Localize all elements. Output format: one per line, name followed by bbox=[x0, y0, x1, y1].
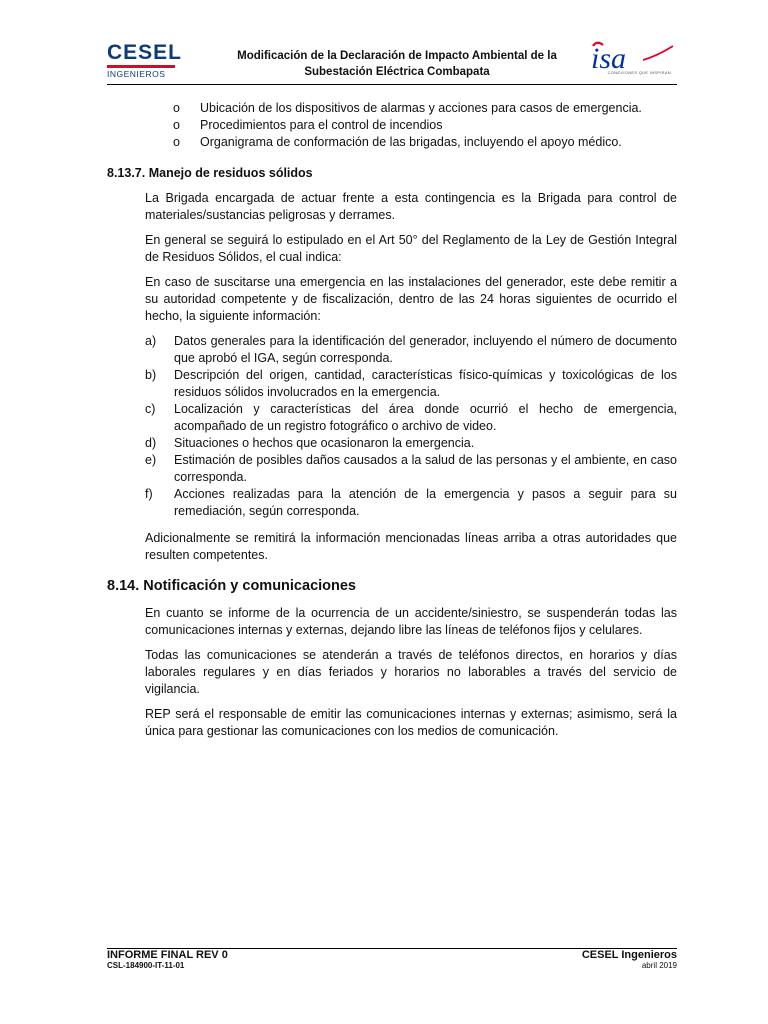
paragraph: En caso de suscitarse una emergencia en las instalaciones del generador, este debe remitir a su autoridad competente y de fiscalización, dentro de las 24 horas siguientes de ocurrido el hecho, la siguiente información: bbox=[145, 275, 677, 323]
footer-row bbox=[107, 961, 677, 970]
list-item-text: Descripción del origen, cantidad, características físico-químicas y toxicológicas de los residuos sólidos involucrados en la emergencia. bbox=[174, 368, 677, 399]
page-header bbox=[107, 36, 677, 85]
footer-row bbox=[107, 949, 677, 961]
list-letter: e) bbox=[145, 453, 157, 467]
document-title-line2: Subestación Eléctrica Combapata bbox=[304, 66, 490, 78]
cesel-logo-bar bbox=[107, 65, 175, 68]
paragraph: Todas las comunicaciones se atenderán a través de teléfonos directos, en horarios y días laborales regulares y en días feriados y horarios no laborables a través del servicio de vigilancia. bbox=[145, 648, 677, 696]
list-item-text: Organigrama de conformación de las brigadas, incluyendo el apoyo médico. bbox=[200, 135, 622, 149]
isa-logo bbox=[587, 36, 677, 82]
isa-tagline: CONEXIONES QUE INSPIRAN bbox=[607, 70, 671, 75]
list-item-text: Localización y características del área donde ocurrió el hecho de emergencia, acompañado de un registro fotográfico o archivo de video. bbox=[174, 402, 677, 433]
list-item bbox=[107, 117, 677, 134]
document-title bbox=[207, 48, 587, 80]
section-heading-8-13-7: 8.13.7. Manejo de residuos sólidos bbox=[107, 166, 313, 180]
list-item bbox=[107, 100, 677, 117]
bullet-mark: o bbox=[173, 101, 180, 115]
page-footer bbox=[107, 948, 677, 970]
document-title-line1: Modificación de la Declaración de Impacto Ambiental de la bbox=[237, 50, 557, 62]
bullet-mark: o bbox=[173, 135, 180, 149]
list-item bbox=[145, 486, 677, 520]
lettered-list bbox=[145, 333, 677, 520]
list-item-text: Ubicación de los dispositivos de alarmas y acciones para casos de emergencia. bbox=[200, 101, 642, 115]
section-heading-8-14: 8.14. Notificación y comunicaciones bbox=[107, 578, 356, 594]
footer-document-code: CSL-184900-IT-11-01 bbox=[107, 961, 185, 970]
list-item bbox=[145, 333, 677, 367]
paragraph: Adicionalmente se remitirá la información mencionadas líneas arriba a otras autoridades que resulten competentes. bbox=[145, 531, 677, 562]
list-letter: c) bbox=[145, 402, 156, 416]
list-item-text: Estimación de posibles daños causados a la salud de las personas y el ambiente, en caso corresponda. bbox=[174, 453, 677, 484]
list-item-text: Datos generales para la identificación del generador, incluyendo el número de documento que aprobó el IGA, según corresponda. bbox=[174, 334, 677, 365]
list-letter: a) bbox=[145, 334, 157, 348]
list-item bbox=[107, 134, 677, 151]
list-item-text: Acciones realizadas para la atención de la emergencia y pasos a seguir para su remediación, según corresponda. bbox=[174, 487, 677, 518]
list-item bbox=[145, 401, 677, 435]
cesel-logo-text: CESEL bbox=[107, 41, 183, 64]
cesel-logo bbox=[107, 41, 183, 82]
section-body-8-13-7 bbox=[145, 190, 677, 564]
paragraph: REP será el responsable de emitir las comunicaciones internas y externas; asimismo, será la única para gestionar las comunicaciones con los medios de comunicación. bbox=[145, 707, 677, 738]
list-item-text: Procedimientos para el control de incendios bbox=[200, 118, 443, 132]
list-item-text: Situaciones o hechos que ocasionaron la emergencia. bbox=[174, 436, 475, 450]
section-body-8-14 bbox=[145, 605, 677, 740]
paragraph: En general se seguirá lo estipulado en el Art 50° del Reglamento de la Ley de Gestión Integral de Residuos Sólidos, el cual indica: bbox=[145, 233, 677, 264]
bullet-list bbox=[107, 100, 677, 151]
paragraph: En cuanto se informe de la ocurrencia de un accidente/siniestro, se suspenderán todas las comunicaciones internas y externas, dejando libre las líneas de teléfonos fijos y celulares. bbox=[145, 606, 677, 637]
list-letter: d) bbox=[145, 436, 157, 450]
paragraph: La Brigada encargada de actuar frente a esta contingencia es la Brigada para control de materiales/sustancias peligrosas y derrames. bbox=[145, 191, 677, 222]
list-item bbox=[145, 367, 677, 401]
page-content bbox=[107, 100, 677, 740]
cesel-logo-subtext: INGENIEROS bbox=[107, 69, 166, 79]
list-letter: b) bbox=[145, 368, 157, 382]
list-letter: f) bbox=[145, 487, 153, 501]
footer-report-title: INFORME FINAL REV 0 bbox=[107, 949, 228, 961]
footer-company: CESEL Ingenieros bbox=[581, 949, 677, 961]
isa-logo-graphic bbox=[587, 36, 677, 82]
list-item bbox=[145, 435, 677, 452]
isa-logo-text: isa bbox=[591, 42, 627, 75]
bullet-mark: o bbox=[173, 118, 180, 132]
list-item bbox=[145, 452, 677, 486]
footer-date: abril 2019 bbox=[641, 961, 677, 970]
